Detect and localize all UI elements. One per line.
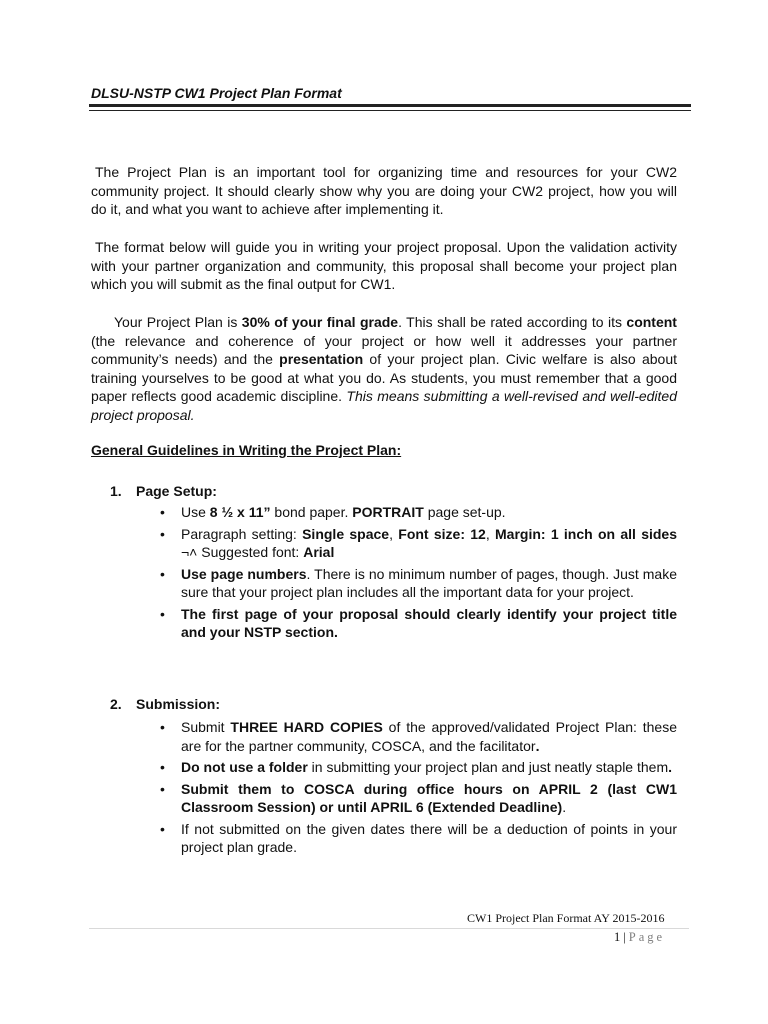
format-paragraph: The format below will guide you in writing your project proposal. Upon the validation activity with your partner organization and community, this proposal shall become your project plan which you will submit as the final output for CW1. — [91, 239, 677, 292]
grading-content: content — [626, 314, 677, 330]
item-bold: . — [668, 759, 672, 775]
grading-text: (the relevance and coherence of your project or how well it addresses your partner community’s needs) and the — [91, 332, 677, 367]
item-text: , — [485, 525, 496, 542]
page-number-value: 1 — [614, 930, 621, 944]
item-text: page set-up. — [423, 504, 506, 520]
grading-text: Your Project Plan is — [114, 314, 242, 330]
item-bold: Single space — [302, 525, 390, 542]
list-item — [160, 525, 677, 562]
item-bold: Do not use a folder — [181, 759, 308, 775]
list-item — [160, 503, 677, 522]
bullet-icon: • — [160, 504, 165, 520]
item-text: of the approved/validated Project Plan: these are for the partner community, COSCA, and the facilitator — [181, 719, 677, 754]
item-bold: Use page numbers — [181, 565, 307, 582]
footer-rule — [89, 928, 689, 929]
bullet-icon: • — [160, 605, 165, 622]
item-text: in submitting your project plan and just neatly staple them — [307, 759, 669, 775]
submission-list — [160, 718, 677, 860]
item-text: ¬˄ Suggested font: — [181, 544, 304, 560]
section-submission — [110, 696, 220, 712]
title-rule-thick — [89, 104, 691, 107]
list-item — [160, 780, 677, 817]
page-label: Page — [628, 930, 666, 944]
item-bold: PORTRAIT — [352, 504, 424, 520]
bullet-icon: • — [160, 565, 165, 582]
item-text: , — [389, 525, 399, 542]
grading-percent: 30% of your final grade — [241, 314, 399, 330]
section-title: Page Setup: — [136, 483, 217, 499]
list-item — [160, 758, 677, 777]
item-text: Paragraph setting: — [181, 525, 303, 542]
item-bold: THREE HARD COPIES — [230, 719, 383, 735]
section-page-setup — [110, 483, 217, 499]
bullet-icon: • — [160, 820, 165, 837]
bullet-icon: • — [160, 780, 165, 797]
page-setup-list — [160, 503, 677, 645]
list-item — [160, 605, 677, 642]
item-bold: . — [535, 737, 540, 754]
item-text: Submit — [181, 719, 231, 735]
grading-text: . This shall be rated according to its — [398, 314, 627, 330]
section-title: Submission: — [136, 696, 221, 712]
item-bold: Submit them to COSCA during office hours on APRIL 2 (last CW1 Classroom Session) or until APRIL 6 (Extended Deadline) — [181, 780, 677, 815]
intro-paragraph: The Project Plan is an important tool for organizing time and resources for your CW2 community project. It should clearly show why you are doing your CW2 project, how you will do it, and what you want to achieve after implementing it. — [91, 164, 677, 217]
list-item — [160, 565, 677, 602]
list-item — [160, 718, 677, 755]
item-text: . — [562, 799, 567, 815]
bullet-icon: • — [160, 719, 165, 735]
section-number: 2. — [110, 696, 122, 712]
grading-paragraph — [91, 313, 677, 424]
document-title: DLSU-NSTP CW1 Project Plan Format — [91, 85, 342, 101]
item-text: bond paper. — [270, 504, 353, 520]
grading-text: of your project plan. Civic welfare is also about training yourselves to be good at what you do. As students, you must remember that a good paper reflects good academic discipline. — [91, 351, 677, 404]
title-rule-thin — [89, 110, 691, 111]
page-number — [614, 930, 665, 945]
grading-presentation: presentation — [279, 351, 364, 367]
page-number-separator: | — [623, 930, 626, 944]
grading-emphasis: This means submitting a well-revised and well-edited project proposal. — [91, 388, 678, 423]
bullet-icon: • — [160, 759, 165, 775]
item-bold: 8 ½ x 11” — [209, 504, 271, 520]
item-bold: The first page of your proposal should clearly identify your project title and your NSTP section. — [181, 605, 677, 640]
section-number: 1. — [110, 483, 122, 499]
guidelines-heading: General Guidelines in Writing the Project Plan: — [91, 442, 402, 458]
footer-text: CW1 Project Plan Format AY 2015-2016 — [467, 911, 665, 925]
item-bold: Margin: 1 inch on all sides — [495, 525, 678, 542]
list-item — [160, 820, 677, 857]
item-text: . There is no minimum number of pages, though. Just make sure that your project plan includes all the important data for your project. — [181, 565, 677, 600]
item-text: Use — [181, 504, 210, 520]
item-bold: Arial — [303, 544, 335, 560]
bullet-icon: • — [160, 525, 165, 542]
item-text: If not submitted on the given dates there will be a deduction of points in your project plan grade. — [181, 820, 677, 855]
item-bold: Font size: 12 — [398, 525, 486, 542]
